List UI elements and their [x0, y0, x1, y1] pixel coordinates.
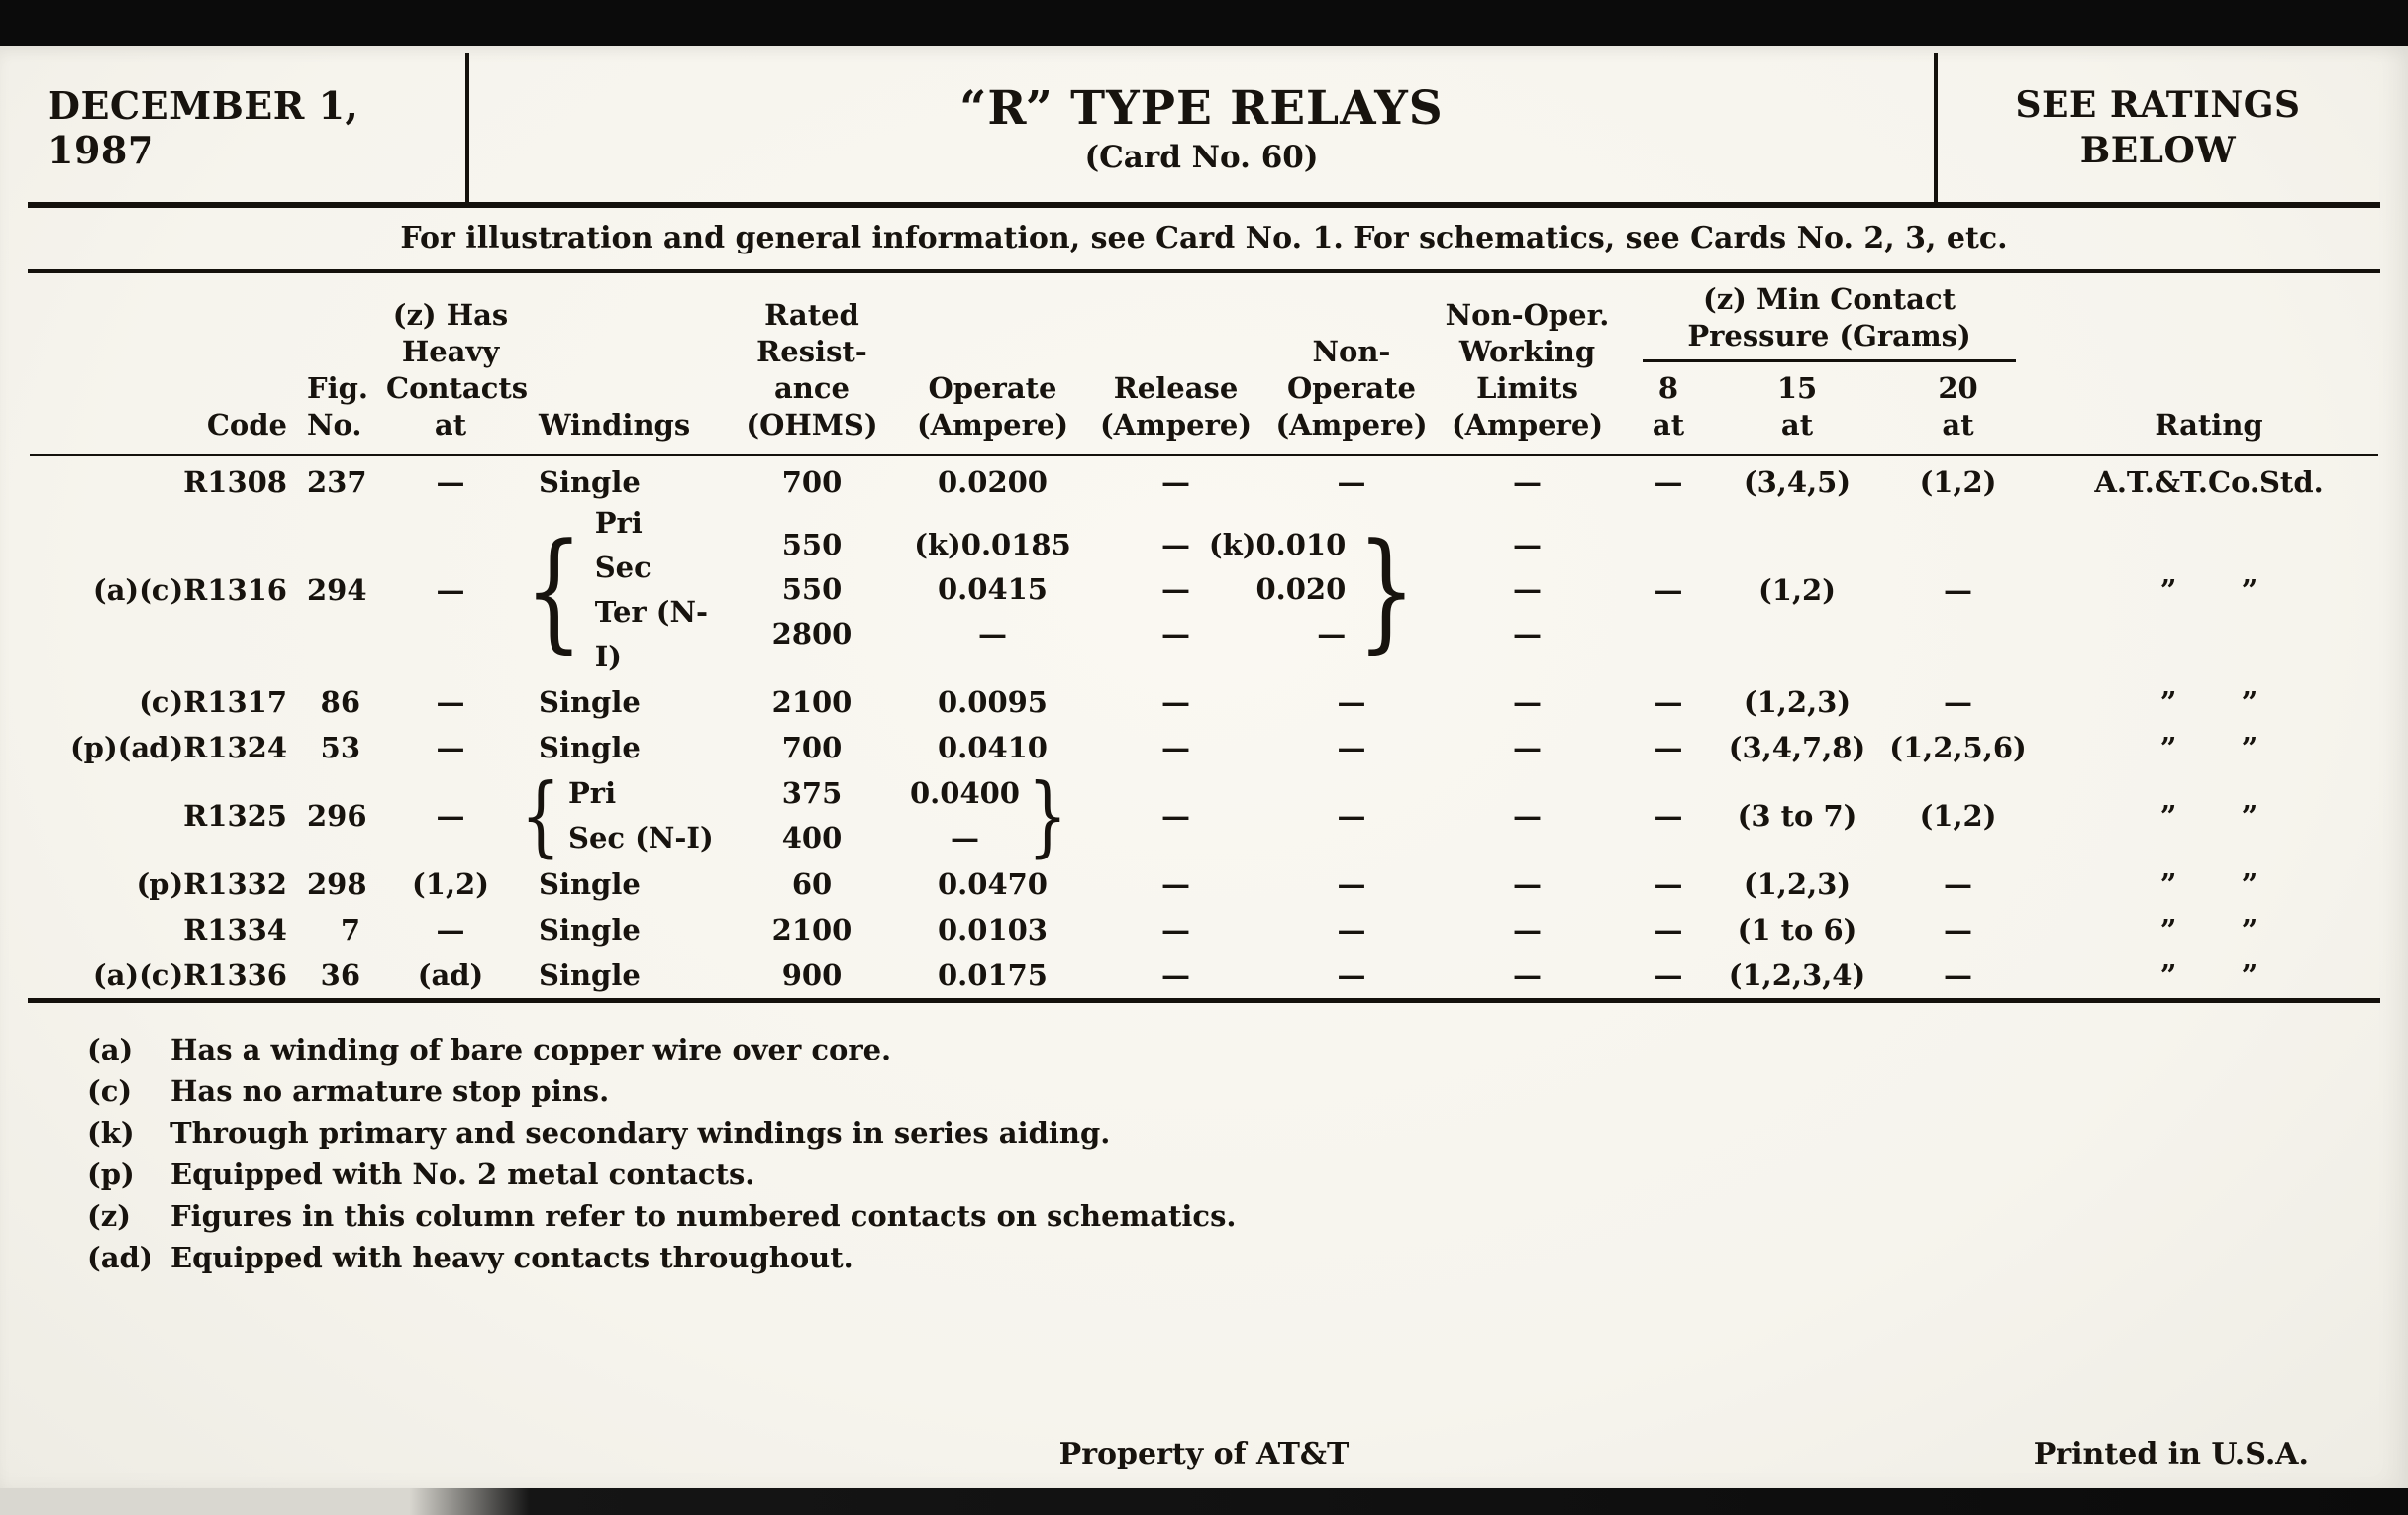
- left-brace: {: [524, 514, 584, 665]
- rating-cell: ” ”: [2159, 572, 2258, 607]
- printed-notice: Printed in U.S.A.: [2033, 1437, 2309, 1471]
- code-cell: (c)R1317: [139, 684, 287, 719]
- right-brace: }: [1027, 763, 1068, 866]
- non-operate-cell: —: [1337, 798, 1366, 833]
- footnote-ad: [87, 1237, 2408, 1278]
- pressure-20-cell: —: [1944, 912, 1973, 947]
- right-brace: }: [1356, 514, 1417, 665]
- rating-cell: ” ”: [2159, 730, 2258, 764]
- pressure-15-cell: (1,2,3): [1743, 684, 1852, 719]
- property-notice: Property of AT&T: [1058, 1437, 1350, 1471]
- pressure-8-cell: —: [1654, 798, 1683, 833]
- col-header-pressure-20: 20 at: [1876, 362, 2040, 455]
- release-cell: —: [1161, 958, 1190, 992]
- resistance-cell: 550 550 2800: [771, 528, 853, 651]
- footnote-key: (ad): [87, 1240, 153, 1274]
- card-title-block: [465, 53, 1938, 202]
- windings-cell: Single: [539, 684, 641, 719]
- resistance-cell: 60: [791, 866, 833, 901]
- card-number: (Card No. 60): [1084, 139, 1319, 175]
- pressure-15-cell: (3 to 7): [1737, 798, 1857, 833]
- release-cell: —: [1161, 866, 1190, 901]
- fig-cell: 298: [307, 866, 367, 901]
- windings-cell: { Pri Sec (N-I): [520, 763, 714, 866]
- resistance-cell: 2100: [771, 912, 853, 947]
- ratings-note: [1938, 53, 2378, 202]
- heavy-contacts-cell: —: [436, 572, 465, 607]
- fig-cell: 36: [320, 958, 360, 992]
- footnote-key: (z): [87, 1198, 131, 1233]
- footnote-text: Has no armature stop pins.: [170, 1073, 610, 1108]
- working-limits-cell: —: [1513, 866, 1542, 901]
- footnote-key: (a): [87, 1032, 134, 1066]
- non-operate-cell: (k)0.010 0.020 — }: [1208, 514, 1417, 665]
- footnote-text: Through primary and secondary windings in series aiding.: [170, 1115, 1111, 1150]
- footnote-key: (k): [87, 1115, 135, 1150]
- release-cell: — — —: [1161, 528, 1190, 651]
- operate-cell: 0.0410: [938, 730, 1048, 764]
- rating-cell: ” ”: [2159, 958, 2258, 992]
- fig-cell: 296: [307, 798, 367, 833]
- table-row-r1334: [30, 907, 2378, 953]
- pressure-20-cell: —: [1944, 866, 1973, 901]
- footnote-text: Figures in this column refer to numbered contacts on schematics.: [170, 1198, 1237, 1233]
- code-cell: (p)(ad)R1324: [69, 730, 287, 764]
- table-row-r1332: [30, 861, 2378, 907]
- release-cell: —: [1161, 684, 1190, 719]
- col-header-pressure-15: 15 at: [1718, 362, 1876, 455]
- pressure-8-cell: —: [1654, 730, 1683, 764]
- code-cell: (a)(c)R1336: [92, 958, 287, 992]
- working-limits-cell: —: [1513, 798, 1542, 833]
- pressure-15-cell: (3,4,7,8): [1728, 730, 1866, 764]
- resistance-cell: 700: [781, 730, 843, 764]
- non-operate-cell: —: [1337, 684, 1366, 719]
- non-operate-cell: —: [1337, 958, 1366, 992]
- release-cell: —: [1161, 798, 1190, 833]
- release-cell: —: [1161, 730, 1190, 764]
- col-header-working-limits: Non-Oper. Working Limits (Ampere): [1436, 273, 1619, 455]
- pressure-20-cell: —: [1944, 684, 1973, 719]
- working-limits-cell: — — —: [1513, 528, 1542, 651]
- left-brace: {: [520, 763, 561, 866]
- heavy-contacts-cell: —: [436, 684, 465, 719]
- pressure-8-cell: —: [1654, 866, 1683, 901]
- code-cell: (a)(c)R1316: [92, 572, 287, 607]
- card-footer: [0, 1437, 2408, 1478]
- pressure-20-cell: (1,2): [1919, 798, 1997, 833]
- pressure-20-cell: —: [1944, 958, 1973, 992]
- working-limits-cell: —: [1513, 465, 1542, 500]
- operate-cell: 0.0400 — }: [910, 763, 1068, 866]
- operate-cell: 0.0200: [938, 465, 1048, 500]
- footnote-text: Has a winding of bare copper wire over core.: [170, 1032, 892, 1066]
- footnote-k: [87, 1112, 2408, 1154]
- code-cell: R1325: [183, 798, 287, 833]
- fig-cell: 237: [307, 465, 367, 500]
- resistance-cell: 900: [781, 958, 843, 992]
- table-row-r1316: [30, 501, 2378, 679]
- working-limits-cell: —: [1513, 912, 1542, 947]
- rating-cell: A.T.&T.Co.Std.: [2094, 465, 2324, 500]
- pressure-15-cell: (3,4,5): [1743, 465, 1852, 500]
- card-date: DECEMBER 1, 1987: [48, 83, 359, 172]
- footnote-c: [87, 1070, 2408, 1112]
- info-line: For illustration and general information, see Card No. 1. For schematics, see Cards No. 2, 3, etc.: [400, 221, 2008, 255]
- rating-cell: ” ”: [2159, 798, 2258, 833]
- footnote-text: Equipped with No. 2 metal contacts.: [170, 1157, 755, 1191]
- footnote-text: Equipped with heavy contacts throughout.: [170, 1240, 853, 1274]
- table-body: [30, 455, 2378, 998]
- table-row-r1325: [30, 770, 2378, 861]
- non-operate-cell: —: [1337, 866, 1366, 901]
- non-operate-cell: —: [1337, 730, 1366, 764]
- table-header: [30, 273, 2378, 455]
- table-row-r1308: [30, 455, 2378, 501]
- fig-cell: 294: [307, 572, 367, 607]
- heavy-contacts-cell: —: [436, 465, 465, 500]
- operate-cell: 0.0103: [938, 912, 1048, 947]
- windings-cell: Single: [539, 958, 641, 992]
- pressure-20-cell: —: [1944, 572, 1973, 607]
- fig-cell: 7: [340, 912, 360, 947]
- col-header-heavy-contacts: (z) Has Heavy Contacts at: [386, 273, 515, 455]
- card-title: “R” TYPE RELAYS: [959, 80, 1444, 136]
- pressure-15-cell: (1,2,3): [1743, 866, 1852, 901]
- operate-cell: 0.0175: [938, 958, 1048, 992]
- pressure-8-cell: —: [1654, 912, 1683, 947]
- table-row-r1324: [30, 725, 2378, 770]
- table-row-r1317: [30, 679, 2378, 725]
- col-header-windings: Windings: [515, 273, 723, 455]
- table-row-r1336: [30, 953, 2378, 998]
- footnote-a: [87, 1029, 2408, 1070]
- pressure-20-cell: (1,2,5,6): [1889, 730, 2027, 764]
- relay-spec-table: [30, 273, 2378, 998]
- resistance-cell: 2100: [771, 684, 853, 719]
- release-cell: —: [1161, 465, 1190, 500]
- fig-cell: 86: [320, 684, 360, 719]
- heavy-contacts-cell: —: [436, 730, 465, 764]
- code-cell: (p)R1332: [136, 866, 287, 901]
- resistance-cell: 375 400: [781, 775, 843, 855]
- heavy-contacts-cell: (1,2): [412, 866, 489, 901]
- heavy-contacts-cell: (ad): [417, 958, 484, 992]
- col-header-release: Release (Ampere): [1084, 273, 1267, 455]
- col-header-code: Code: [30, 273, 307, 455]
- scan-bottom-edge: [0, 1488, 2408, 1515]
- working-limits-cell: —: [1513, 958, 1542, 992]
- code-cell: R1308: [183, 465, 287, 500]
- windings-cell: { Pri Sec Ter (N-I): [524, 505, 709, 673]
- col-header-pressure-8: 8 at: [1619, 362, 1718, 455]
- heavy-contacts-cell: —: [436, 912, 465, 947]
- non-operate-cell: —: [1337, 912, 1366, 947]
- working-limits-cell: —: [1513, 730, 1542, 764]
- operate-cell: (k)0.0185 0.0415 —: [914, 528, 1071, 651]
- col-header-fig-no: Fig. No.: [307, 273, 386, 455]
- pressure-8-cell: —: [1654, 465, 1683, 500]
- footnote-p: [87, 1154, 2408, 1195]
- col-header-rating: Rating: [2040, 273, 2378, 455]
- working-limits-cell: —: [1513, 684, 1542, 719]
- footnote-key: (p): [87, 1157, 135, 1191]
- release-cell: —: [1161, 912, 1190, 947]
- col-header-operate: Operate (Ampere): [901, 273, 1084, 455]
- pressure-8-cell: —: [1654, 572, 1683, 607]
- pressure-8-cell: —: [1654, 958, 1683, 992]
- code-cell: R1334: [183, 912, 287, 947]
- col-header-resistance: Rated Resist- ance (OHMS): [723, 273, 901, 455]
- pressure-20-cell: (1,2): [1919, 465, 1997, 500]
- operate-cell: 0.0095: [938, 684, 1048, 719]
- resistance-cell: 700: [781, 465, 843, 500]
- rating-cell: ” ”: [2159, 912, 2258, 947]
- footnote-key: (c): [87, 1073, 133, 1108]
- pressure-15-cell: (1,2,3,4): [1728, 958, 1866, 992]
- windings-cell: Single: [539, 730, 641, 764]
- fig-cell: 53: [320, 730, 360, 764]
- rating-cell: ” ”: [2159, 684, 2258, 719]
- windings-cell: Single: [539, 912, 641, 947]
- heavy-contacts-cell: —: [436, 798, 465, 833]
- card-paper: [0, 46, 2408, 1488]
- col-group-min-contact-pressure: (z) Min Contact Pressure (Grams): [1619, 273, 2040, 362]
- pressure-8-cell: —: [1654, 684, 1683, 719]
- footnotes: [87, 1029, 2408, 1278]
- col-header-non-operate: Non- Operate (Ampere): [1267, 273, 1436, 455]
- operate-cell: 0.0470: [938, 866, 1048, 901]
- card-header: [30, 46, 2378, 202]
- table-bottom-divider: [28, 998, 2380, 1003]
- pressure-15-cell: (1,2): [1758, 572, 1836, 607]
- ratings-note-line2: BELOW: [2079, 130, 2237, 171]
- footnote-z: [87, 1195, 2408, 1237]
- windings-cell: Single: [539, 465, 641, 500]
- non-operate-cell: —: [1337, 465, 1366, 500]
- rating-cell: ” ”: [2159, 866, 2258, 901]
- pressure-15-cell: (1 to 6): [1737, 912, 1857, 947]
- ratings-note-line1: SEE RATINGS: [2015, 84, 2301, 126]
- windings-cell: Single: [539, 866, 641, 901]
- scan-top-edge: [0, 0, 2408, 46]
